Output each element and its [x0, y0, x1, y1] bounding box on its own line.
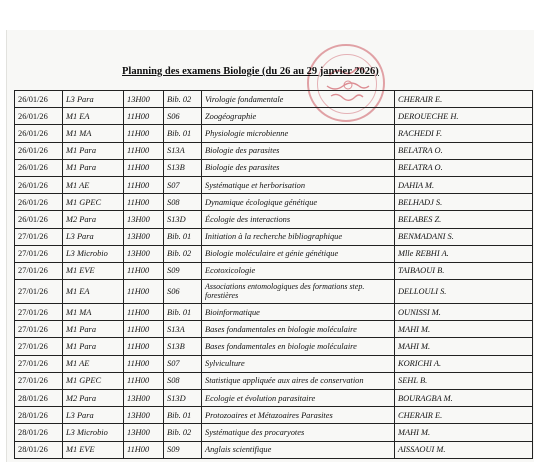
table-row: [15, 176, 533, 193]
cell-teacher: TAIBAOUI B.: [395, 262, 533, 279]
cell-room: S13D: [164, 211, 202, 228]
cell-subject: Biologie moléculaire et génie génétique: [202, 245, 395, 262]
cell-time: 11H00: [124, 262, 164, 279]
cell-date: 27/01/26: [15, 304, 63, 321]
table-row: [15, 108, 533, 125]
cell-time: 11H00: [124, 304, 164, 321]
cell-teacher: DEROUECHE H.: [395, 108, 533, 125]
cell-date: 27/01/26: [15, 321, 63, 338]
cell-date: 26/01/26: [15, 176, 63, 193]
table-row: [15, 355, 533, 372]
cell-time: 13H00: [124, 390, 164, 407]
cell-room: S08: [164, 372, 202, 389]
cell-teacher: DAHIA M.: [395, 176, 533, 193]
cell-date: 28/01/26: [15, 390, 63, 407]
cell-level: L3 Microbio: [63, 245, 124, 262]
cell-date: 26/01/26: [15, 108, 63, 125]
cell-teacher: AISSAOUI M.: [395, 441, 533, 458]
cell-room: Bib. 01: [164, 407, 202, 424]
cell-room: S07: [164, 355, 202, 372]
cell-room: S07: [164, 176, 202, 193]
cell-time: 11H00: [124, 338, 164, 355]
cell-teacher: Mlle REBHI A.: [395, 245, 533, 262]
cell-level: M1 EA: [63, 280, 124, 304]
cell-room: S09: [164, 441, 202, 458]
table-row: [15, 338, 533, 355]
cell-time: 11H00: [124, 372, 164, 389]
cell-time: 11H00: [124, 108, 164, 125]
cell-level: L3 Para: [63, 228, 124, 245]
cell-subject: Écologie des interactions: [202, 211, 395, 228]
cell-subject: Systématique et herborisation: [202, 176, 395, 193]
cell-room: Bib. 02: [164, 424, 202, 441]
cell-level: M1 AE: [63, 176, 124, 193]
cell-teacher: RACHEDI F.: [395, 125, 533, 142]
cell-room: Bib. 01: [164, 125, 202, 142]
cell-room: Bib. 02: [164, 91, 202, 108]
exam-schedule-table: [14, 90, 533, 459]
cell-subject: Ecologie et évolution parasitaire: [202, 390, 395, 407]
cell-level: M1 Para: [63, 142, 124, 159]
cell-subject: Statistique appliquée aux aires de conservation: [202, 372, 395, 389]
table-row: [15, 194, 533, 211]
cell-subject: Sylviculture: [202, 355, 395, 372]
cell-date: 26/01/26: [15, 91, 63, 108]
cell-subject: Initiation à la recherche bibliographique: [202, 228, 395, 245]
table-row: [15, 280, 533, 304]
cell-level: M2 Para: [63, 390, 124, 407]
cell-time: 11H00: [124, 125, 164, 142]
cell-time: 13H00: [124, 228, 164, 245]
cell-subject: Protozoaires et Métazoaires Parasites: [202, 407, 395, 424]
cell-date: 26/01/26: [15, 142, 63, 159]
cell-subject: Dynamique écologique génétique: [202, 194, 395, 211]
cell-subject: Ecotoxicologie: [202, 262, 395, 279]
cell-date: 27/01/26: [15, 338, 63, 355]
cell-level: M1 Para: [63, 321, 124, 338]
cell-time: 13H00: [124, 91, 164, 108]
cell-time: 13H00: [124, 407, 164, 424]
cell-level: M1 EVE: [63, 441, 124, 458]
cell-teacher: MAHI M.: [395, 424, 533, 441]
table-row: [15, 424, 533, 441]
cell-date: 28/01/26: [15, 424, 63, 441]
cell-date: 26/01/26: [15, 125, 63, 142]
cell-level: M1 MA: [63, 125, 124, 142]
cell-date: 27/01/26: [15, 372, 63, 389]
cell-room: S06: [164, 108, 202, 125]
cell-teacher: MAHI M.: [395, 321, 533, 338]
cell-subject: Zoogéographie: [202, 108, 395, 125]
cell-teacher: BOURAGBA M.: [395, 390, 533, 407]
cell-level: M1 Para: [63, 159, 124, 176]
cell-room: S06: [164, 280, 202, 304]
table-row: [15, 125, 533, 142]
page-title: Planning des examens Biologie (du 26 au 29 janvier 2026): [122, 66, 379, 77]
table-body: [15, 91, 533, 459]
cell-teacher: SEHL B.: [395, 372, 533, 389]
table-row: [15, 211, 533, 228]
cell-time: 11H00: [124, 194, 164, 211]
cell-time: 13H00: [124, 211, 164, 228]
cell-level: M2 Para: [63, 211, 124, 228]
table-row: [15, 390, 533, 407]
cell-room: Bib. 01: [164, 228, 202, 245]
cell-teacher: KORICHI A.: [395, 355, 533, 372]
cell-teacher: BELHADJ S.: [395, 194, 533, 211]
table-row: [15, 245, 533, 262]
cell-level: M1 EVE: [63, 262, 124, 279]
cell-time: 13H00: [124, 245, 164, 262]
cell-room: S08: [164, 194, 202, 211]
cell-room: S13B: [164, 159, 202, 176]
cell-room: S13D: [164, 390, 202, 407]
table-row: [15, 441, 533, 458]
cell-subject: Systématique des procaryotes: [202, 424, 395, 441]
cell-time: 11H00: [124, 176, 164, 193]
cell-subject: Bases fondamentales en biologie moléculaire: [202, 321, 395, 338]
cell-teacher: BELATRA O.: [395, 159, 533, 176]
cell-level: M1 Para: [63, 338, 124, 355]
cell-date: 26/01/26: [15, 211, 63, 228]
cell-level: M1 EA: [63, 108, 124, 125]
table-row: [15, 159, 533, 176]
table-row: [15, 372, 533, 389]
cell-subject: Bases fondamentales en biologie moléculaire: [202, 338, 395, 355]
cell-time: 11H00: [124, 159, 164, 176]
cell-level: M1 GPEC: [63, 372, 124, 389]
cell-date: 27/01/26: [15, 262, 63, 279]
cell-time: 11H00: [124, 321, 164, 338]
cell-date: 26/01/26: [15, 159, 63, 176]
cell-teacher: BELABES Z.: [395, 211, 533, 228]
cell-date: 27/01/26: [15, 355, 63, 372]
cell-subject: Associations entomologiques des formations step. forestières: [202, 280, 395, 304]
cell-time: 13H00: [124, 424, 164, 441]
cell-subject: Biologie des parasites: [202, 159, 395, 176]
cell-subject: Virologie fondamentale: [202, 91, 395, 108]
cell-date: 27/01/26: [15, 280, 63, 304]
cell-subject: Physiologie microbienne: [202, 125, 395, 142]
cell-teacher: BELATRA O.: [395, 142, 533, 159]
cell-teacher: OUNISSI M.: [395, 304, 533, 321]
cell-time: 11H00: [124, 441, 164, 458]
cell-room: S13B: [164, 338, 202, 355]
table-row: [15, 262, 533, 279]
table-row: [15, 142, 533, 159]
cell-teacher: BENMADANI S.: [395, 228, 533, 245]
cell-room: Bib. 01: [164, 304, 202, 321]
cell-subject: Anglais scientifique: [202, 441, 395, 458]
cell-level: M1 MA: [63, 304, 124, 321]
cell-subject: Biologie des parasites: [202, 142, 395, 159]
cell-room: Bib. 02: [164, 245, 202, 262]
cell-room: S13A: [164, 321, 202, 338]
cell-level: L3 Para: [63, 91, 124, 108]
cell-time: 11H00: [124, 142, 164, 159]
cell-time: 11H00: [124, 280, 164, 304]
cell-level: L3 Para: [63, 407, 124, 424]
cell-subject: Bioinformatique: [202, 304, 395, 321]
cell-level: M1 GPEC: [63, 194, 124, 211]
cell-room: S09: [164, 262, 202, 279]
table-row: [15, 321, 533, 338]
table-row: [15, 407, 533, 424]
table-row: [15, 228, 533, 245]
cell-room: S13A: [164, 142, 202, 159]
cell-teacher: MAHI M.: [395, 338, 533, 355]
cell-teacher: CHERAIR E.: [395, 91, 533, 108]
cell-level: L3 Microbio: [63, 424, 124, 441]
cell-date: 27/01/26: [15, 245, 63, 262]
cell-date: 27/01/26: [15, 228, 63, 245]
cell-date: 26/01/26: [15, 194, 63, 211]
cell-date: 28/01/26: [15, 407, 63, 424]
cell-date: 28/01/26: [15, 441, 63, 458]
table-row: [15, 304, 533, 321]
background-top: [0, 0, 534, 30]
cell-teacher: DELLOULI S.: [395, 280, 533, 304]
table-row: [15, 91, 533, 108]
cell-teacher: CHERAIR E.: [395, 407, 533, 424]
cell-level: M1 AE: [63, 355, 124, 372]
cell-time: 11H00: [124, 355, 164, 372]
